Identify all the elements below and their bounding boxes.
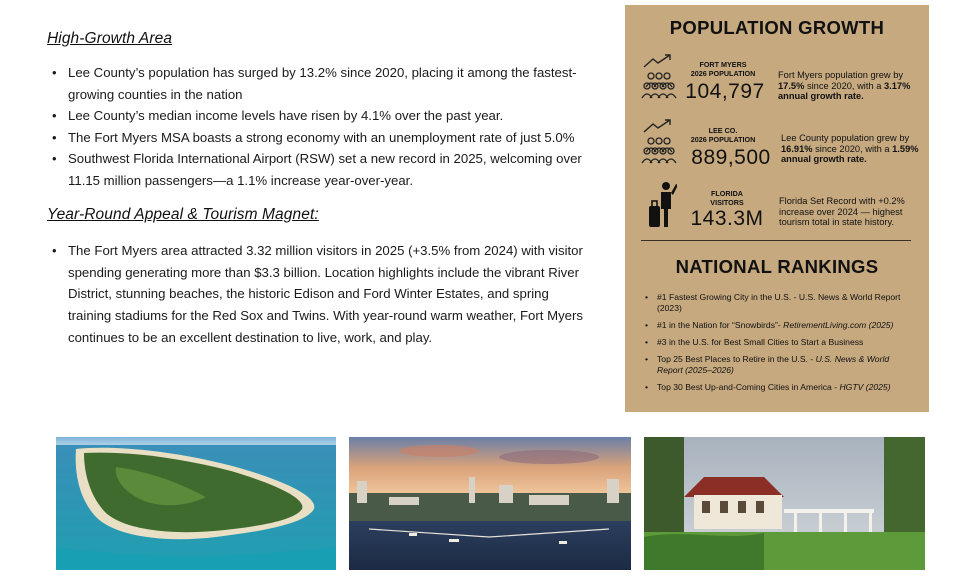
list-item: • Top 30 Best Up-and-Coming Cities in America - HGTV (2025) (643, 382, 915, 393)
stat-value: 143.3M (690, 207, 764, 230)
stat-label: FLORIDA VISITORS (710, 189, 744, 207)
population-growth-title: POPULATION GROWTH (669, 17, 885, 38)
high-growth-list (47, 62, 587, 191)
list-item: • Top 25 Best Places to Retire in the U.S. - U.S. News & World Report (2025–2026) (643, 354, 915, 375)
list-item: • Lee County’s population has surged by 13.2% since 2020, placing it among the fastest-growing counties in the nation (47, 62, 587, 105)
stat-description: Florida Set Record with +0.2% increase over 2024 — highest tourism total in state history. (779, 196, 905, 228)
divider (641, 240, 911, 241)
list-item: • Southwest Florida International Airport (RSW) set a new record in 2025, welcoming over 11.15 million passengers—a 1.1% increase year-over-year. (47, 148, 587, 191)
stat-value: 889,500 (691, 146, 771, 169)
section-heading-high-growth: High-Growth Area (47, 30, 173, 47)
list-item: • The Fort Myers area attracted 3.32 million visitors in 2025 (+3.5% from 2024) with visitor spending generating more than $3.3 billion. Location highlights include the vibrant River District, stunning beaches, the historic Edison and Ford Winter Estates, and spring training stadiums for the Red Sox and Twins. With year-round warm weather, Fort Myers continues to be an excellent destination to live, work, and play. (47, 240, 587, 349)
list-item: • The Fort Myers MSA boasts a strong economy with an unemployment rate of just 5.0% (47, 127, 587, 149)
population-growth-icon (640, 118, 678, 164)
stats-sidebar (625, 5, 929, 412)
stat-value: 104,797 (685, 80, 765, 103)
national-rankings-title: NATIONAL RANKINGS (675, 256, 879, 277)
tourism-list (47, 240, 587, 349)
stat-label: LEE CO. 2026 POPULATION (690, 126, 756, 144)
list-item: • #1 in the Nation for “Snowbirds”- RetirementLiving.com (2025) (643, 320, 915, 331)
stat-label: FORT MYERS 2026 POPULATION (690, 60, 756, 78)
list-item: • #3 in the U.S. for Best Small Cities to Start a Business (643, 337, 915, 348)
stat-description: Lee County population grew by 16.91% since 2020, with a 1.59% annual growth rate. (781, 133, 919, 165)
historic-estate-house-photo (644, 437, 925, 570)
traveler-luggage-icon (647, 181, 677, 229)
list-item: • #1 Fastest Growing City in the U.S. - U.S. News & World Report (2023) (643, 292, 915, 313)
city-waterfront-sunset-photo (349, 437, 631, 570)
population-growth-icon (640, 53, 678, 99)
stat-fort-myers-population (625, 53, 929, 113)
stat-description: Fort Myers population grew by 17.5% since 2020, with a 3.17% annual growth rate. (778, 70, 911, 102)
section-heading-tourism: Year-Round Appeal & Tourism Magnet: (47, 206, 319, 223)
list-item: • Lee County’s median income levels have risen by 4.1% over the past year. (47, 105, 587, 127)
aerial-island-beach-photo (56, 437, 336, 570)
main-content (47, 30, 587, 349)
stat-florida-visitors (625, 181, 929, 241)
stat-lee-county-population (625, 118, 929, 178)
rankings-list (643, 292, 915, 399)
